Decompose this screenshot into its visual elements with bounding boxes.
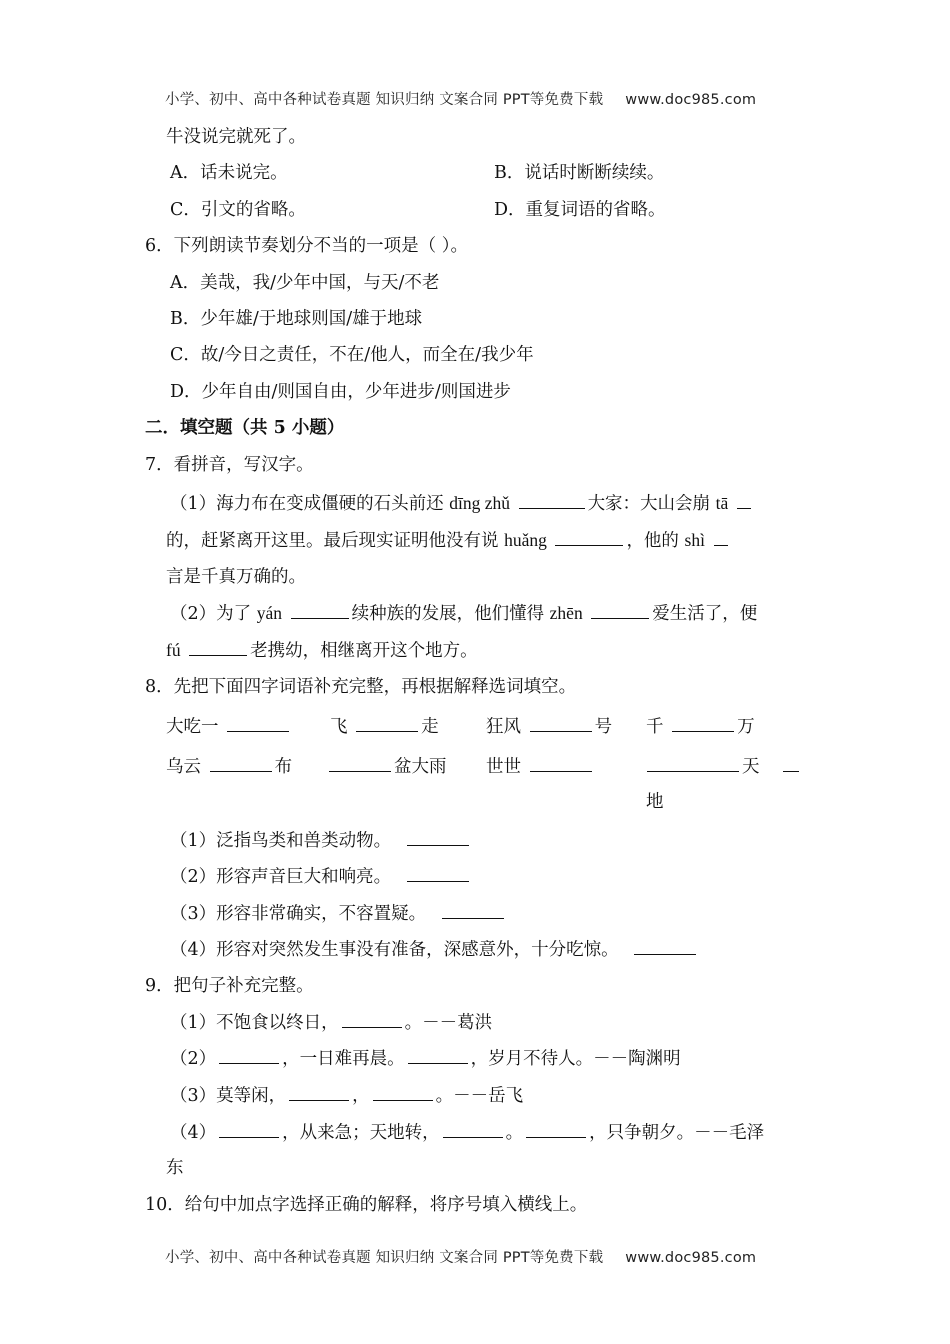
q8-item-2 bbox=[170, 865, 472, 888]
idiom-4-part-a: 千 bbox=[646, 717, 664, 737]
idiom-1-part: 大吃一 bbox=[166, 717, 219, 737]
idiom-5-blank[interactable] bbox=[210, 755, 272, 772]
idiom-5 bbox=[166, 755, 292, 778]
q7-p2-text-d: 老携幼，相继离开这个地方。 bbox=[250, 641, 478, 661]
q9-l3-text-c: 。－－岳飞 bbox=[435, 1086, 524, 1106]
idiom-1 bbox=[166, 715, 292, 738]
q9-blank-5[interactable] bbox=[373, 1084, 433, 1101]
q5-option-b: B．说话时断断续续。 bbox=[494, 163, 665, 183]
idiom-4-part-b: 万 bbox=[737, 717, 755, 737]
q7-p2-line2 bbox=[166, 639, 478, 662]
idiom-4 bbox=[646, 715, 755, 738]
idiom-2 bbox=[330, 715, 439, 738]
idiom-7-blank[interactable] bbox=[530, 755, 592, 772]
q7-pinyin-4: shì bbox=[684, 530, 705, 550]
q7-pinyin-1: dīng zhǔ bbox=[449, 493, 510, 513]
q8-item-3-text: （3）形容非常确实，不容置疑。 bbox=[170, 904, 427, 924]
q8-item-3-blank[interactable] bbox=[442, 902, 504, 919]
q9-l2-text-c: ，岁月不待人。－－陶渊明 bbox=[470, 1049, 681, 1069]
q9-l4-text-c: 。 bbox=[505, 1123, 524, 1143]
q7-pinyin-7: fú bbox=[166, 640, 181, 660]
q8-item-4 bbox=[170, 938, 699, 961]
header-site: www.doc985.com bbox=[625, 92, 757, 108]
q6-stem: 6．下列朗读节奏划分不当的一项是（ ）。 bbox=[145, 236, 468, 256]
q8-item-1 bbox=[170, 829, 472, 852]
q8-item-1-blank[interactable] bbox=[407, 829, 469, 846]
idiom-5-part-b: 布 bbox=[274, 757, 293, 777]
idiom-2-part-b: 走 bbox=[421, 717, 439, 737]
q7-stem: 7．看拼音，写汉字。 bbox=[145, 455, 314, 475]
q9-l3-text-b: ， bbox=[352, 1086, 370, 1106]
q7-pinyin-3: huǎng bbox=[504, 530, 547, 550]
q9-l1-text-a: （1）不饱食以终日， bbox=[170, 1013, 339, 1033]
q7-p2-text-c: 爱生活了，便 bbox=[652, 604, 758, 624]
q8-item-3 bbox=[170, 902, 507, 925]
q5-option-a: A．话未说完。 bbox=[170, 163, 288, 183]
q9-blank-8[interactable] bbox=[526, 1121, 586, 1138]
q8-stem: 8．先把下面四字词语补充完整，再根据解释选词填空。 bbox=[145, 677, 577, 697]
q9-blank-7[interactable] bbox=[443, 1121, 503, 1138]
q8-item-1-text: （1）泛指鸟类和兽类动物。 bbox=[170, 831, 392, 851]
footer-text: 小学、初中、高中各种试卷真题 知识归纳 文案合同 PPT等免费下载 bbox=[165, 1250, 604, 1266]
q8-item-4-blank[interactable] bbox=[634, 938, 696, 955]
q7-p1-text-a: （1）海力布在变成僵硬的石头前还 bbox=[170, 494, 444, 514]
q6-option-d: D．少年自由/则国自由，少年进步/则国进步 bbox=[170, 382, 511, 402]
q7-pinyin-2: tā bbox=[715, 493, 729, 513]
footer-site: www.doc985.com bbox=[625, 1250, 757, 1266]
q6-option-c: C．故/今日之责任，不在/他人，而全在/我少年 bbox=[170, 345, 534, 365]
idiom-5-part-a: 乌云 bbox=[166, 757, 201, 777]
idiom-6-part: 盆大雨 bbox=[394, 757, 447, 777]
q9-l4-text-b: ，从来急；天地转， bbox=[282, 1123, 440, 1143]
idiom-8-part-b: 地 bbox=[646, 792, 664, 812]
idiom-6-blank[interactable] bbox=[329, 755, 391, 772]
q9-stem: 9．把句子补充完整。 bbox=[145, 976, 314, 996]
header-text: 小学、初中、高中各种试卷真题 知识归纳 文案合同 PPT等免费下载 bbox=[165, 92, 604, 108]
q7-p1-text-d: ，他的 bbox=[626, 531, 679, 551]
q9-line-4 bbox=[170, 1121, 764, 1144]
idiom-4-blank[interactable] bbox=[672, 715, 734, 732]
idiom-1-blank[interactable] bbox=[227, 715, 289, 732]
q9-blank-3[interactable] bbox=[408, 1047, 468, 1064]
idiom-6 bbox=[326, 755, 447, 778]
q9-blank-2[interactable] bbox=[219, 1047, 279, 1064]
q9-blank-6[interactable] bbox=[219, 1121, 279, 1138]
q9-l1-text-b: 。－－葛洪 bbox=[404, 1013, 493, 1033]
idiom-3-part-a: 狂风 bbox=[486, 717, 521, 737]
q7-pinyin-6: zhēn bbox=[549, 603, 583, 623]
q7-p1-text-c: 的，赶紧离开这里。最后现实证明他没有说 bbox=[166, 531, 499, 551]
q9-blank-1[interactable] bbox=[342, 1011, 402, 1028]
idiom-3 bbox=[486, 715, 612, 738]
q9-l3-text-a: （3）莫等闲， bbox=[170, 1086, 287, 1106]
q7-blank-3[interactable] bbox=[555, 529, 623, 546]
idiom-8 bbox=[644, 755, 802, 778]
q6-option-b: B．少年雄/于地球则国/雄于地球 bbox=[170, 309, 423, 329]
q7-p2-text-b: 续种族的发展，他们懂得 bbox=[351, 604, 545, 624]
q6-option-a: A．美哉，我/少年中国，与天/不老 bbox=[170, 273, 440, 293]
q7-blank-5[interactable] bbox=[291, 602, 349, 619]
q7-p1-line1 bbox=[170, 492, 754, 515]
q5-option-d: D．重复词语的省略。 bbox=[494, 200, 666, 220]
idiom-7 bbox=[486, 755, 595, 778]
q9-l4-text-e: 东 bbox=[166, 1158, 184, 1178]
q9-line-1 bbox=[170, 1011, 492, 1034]
q7-p1-text-b: 大家：大山会崩 bbox=[587, 494, 711, 514]
idiom-7-part: 世世 bbox=[486, 757, 521, 777]
q7-p1-line2 bbox=[166, 529, 731, 552]
q8-item-2-text: （2）形容声音巨大和响亮。 bbox=[170, 867, 392, 887]
q9-l4-text-a: （4） bbox=[170, 1123, 217, 1143]
idiom-8-blank-a[interactable] bbox=[647, 755, 739, 772]
idiom-8-blank-b[interactable] bbox=[783, 755, 799, 772]
q7-p2-line1 bbox=[170, 602, 757, 625]
idiom-8-part-a: 天 bbox=[742, 757, 760, 777]
q9-blank-4[interactable] bbox=[289, 1084, 349, 1101]
q7-p1-text-e: 言是千真万确的。 bbox=[166, 567, 306, 587]
page-header bbox=[165, 88, 756, 109]
q8-item-4-text: （4）形容对突然发生事没有准备，深感意外，十分吃惊。 bbox=[170, 940, 619, 960]
q7-p2-text-a: （2）为了 bbox=[170, 604, 252, 624]
q7-blank-2[interactable] bbox=[737, 492, 751, 509]
q9-line-2 bbox=[170, 1047, 681, 1070]
idiom-2-part-a: 飞 bbox=[330, 717, 348, 737]
q10-stem: 10．给句中加点字选择正确的解释，将序号填入横线上。 bbox=[145, 1195, 588, 1215]
idiom-3-blank[interactable] bbox=[530, 715, 592, 732]
q9-l2-text-a: （2） bbox=[170, 1049, 217, 1069]
idiom-3-part-b: 号 bbox=[594, 717, 613, 737]
q9-line-3 bbox=[170, 1084, 523, 1107]
idiom-2-blank[interactable] bbox=[356, 715, 418, 732]
q7-blank-1[interactable] bbox=[519, 492, 585, 509]
q7-blank-7[interactable] bbox=[189, 639, 247, 656]
q9-l4-text-d: ，只争朝夕。－－毛泽 bbox=[589, 1123, 765, 1143]
q9-l2-text-b: ，一日难再晨。 bbox=[282, 1049, 405, 1069]
q7-blank-6[interactable] bbox=[591, 602, 649, 619]
section-title: 二．填空题（共 5 小题） bbox=[145, 418, 345, 438]
page-footer bbox=[165, 1246, 756, 1267]
q8-item-2-blank[interactable] bbox=[407, 865, 469, 882]
q5-continuation: 牛没说完就死了。 bbox=[166, 127, 306, 147]
q7-pinyin-5: yán bbox=[256, 603, 282, 623]
q7-blank-4[interactable] bbox=[714, 529, 728, 546]
q5-option-c: C．引文的省略。 bbox=[170, 200, 306, 220]
